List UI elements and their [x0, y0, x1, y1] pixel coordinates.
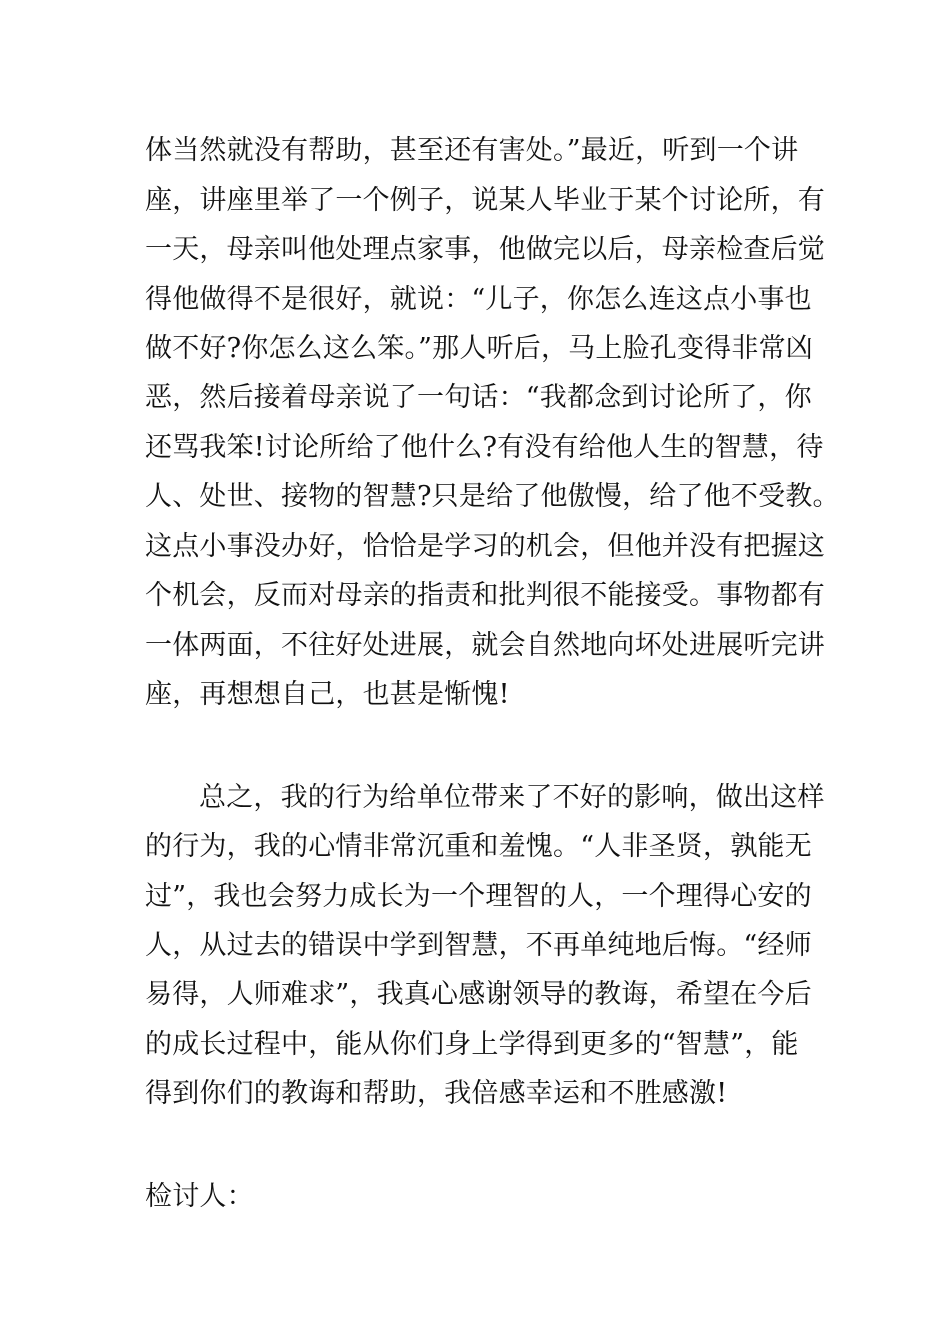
- paragraph-1-line-9: 这点小事没办好，恰恰是学习的机会，但他并没有把握这: [145, 531, 825, 562]
- paragraph-2-line-4: 人，从过去的错误中学到智慧，不再单纯地后悔。“经师: [145, 930, 812, 961]
- paragraph-1-line-3: 一天，母亲叫他处理点家事，他做完以后，母亲检查后觉: [145, 234, 825, 265]
- paragraph-1-line-4: 得他做得不是很好，就说：“儿子，你怎么连这点小事也: [145, 284, 812, 315]
- paragraph-2-line-2: 的行为，我的心情非常沉重和羞愧。“人非圣贤，孰能无: [145, 831, 812, 862]
- paragraph-1-line-6: 恶，然后接着母亲说了一句话：“我都念到讨论所了，你: [145, 382, 812, 413]
- paragraph-1-line-2: 座，讲座里举了一个例子，说某人毕业于某个讨论所，有: [145, 185, 825, 216]
- paragraph-1-line-11: 一体两面，不往好处进展，就会自然地向坏处进展听完讲: [145, 630, 825, 661]
- paragraph-2-line-6: 的成长过程中，能从你们身上学得到更多的“智慧”，能: [145, 1029, 799, 1060]
- paragraph-2-line-5: 易得，人师难求”，我真心感谢领导的教诲，希望在今后: [145, 979, 812, 1010]
- paragraph-1-line-12: 座，再想想自己，也甚是惭愧!: [145, 679, 510, 710]
- paragraph-1-line-1: 体当然就没有帮助，甚至还有害处。”最近，听到一个讲: [145, 135, 799, 166]
- paragraph-2-line-1: 总之，我的行为给单位带来了不好的影响，做出这样: [199, 782, 825, 813]
- paragraph-1-line-5: 做不好?你怎么这么笨。”那人听后，马上脸孔变得非常凶: [145, 333, 813, 364]
- paragraph-1-line-10: 个机会，反而对母亲的指责和批判很不能接受。事物都有: [145, 580, 825, 611]
- paragraph-1-line-8: 人、处世、接物的智慧?只是给了他傲慢，给了他不受教。: [145, 481, 840, 512]
- paragraph-1-line-7: 还骂我笨!讨论所给了他什么?有没有给他人生的智慧，待: [145, 432, 824, 463]
- paragraph-2-line-3: 过”，我也会努力成长为一个理智的人，一个理得心安的: [145, 881, 812, 912]
- paragraph-2-line-7: 得到你们的教诲和帮助，我倍感幸运和不胜感激!: [145, 1078, 728, 1109]
- signature-label: 检讨人：: [145, 1181, 254, 1212]
